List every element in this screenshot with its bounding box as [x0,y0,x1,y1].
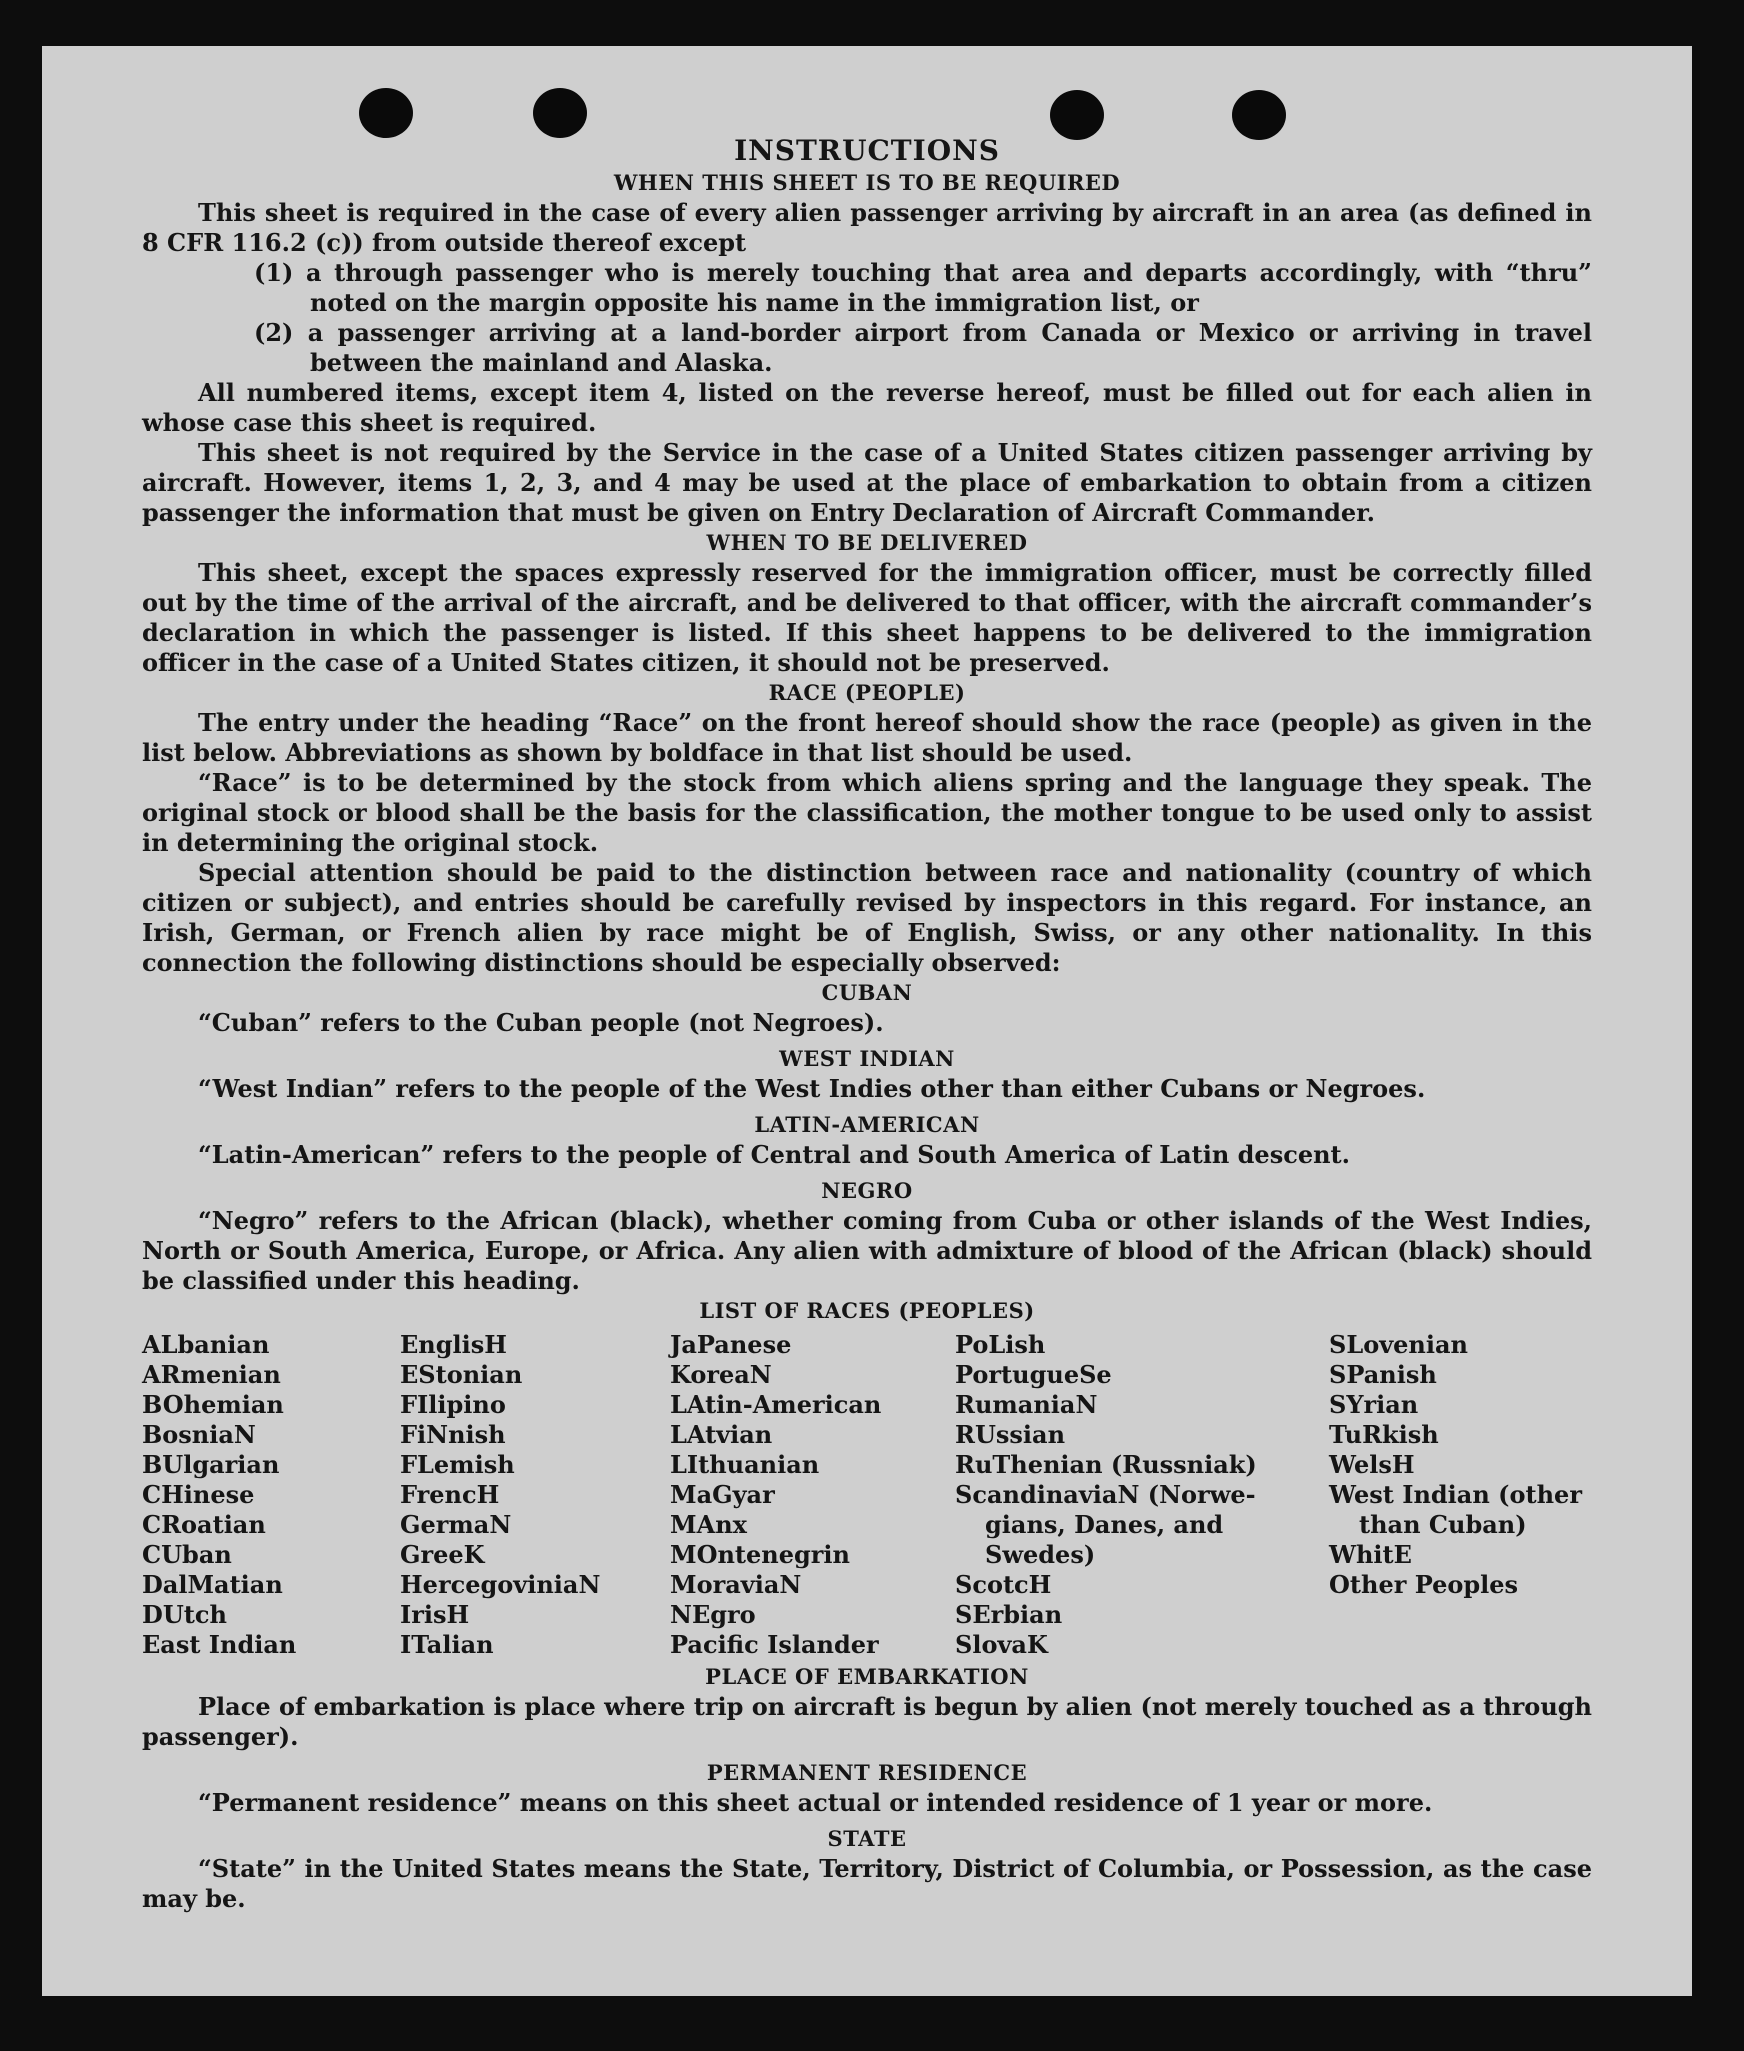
race-item: ITalian [400,1630,494,1659]
race-item: IrisH [400,1600,470,1629]
section-heading-embarkation: PLACE OF EMBARKATION [705,1664,1029,1689]
race-item: HercegoviniaN [400,1570,601,1599]
race-item: SYrian [1329,1390,1419,1419]
race-item: JaPanese [670,1330,792,1359]
race-item: ScandinaviaN (Norwe- [955,1480,1256,1509]
paragraph: This sheet is required in the case of every alien passenger arriving by aircraft in an area (as defined in 8 CFR 116.2 (c)) from outside thereof except [142,198,1592,257]
race-item: West Indian (other [1329,1480,1582,1509]
section-heading-list-of-races: LIST OF RACES (PEOPLES) [699,1298,1035,1323]
section-heading-cuban: CUBAN [821,980,913,1005]
paragraph: “Permanent residence” means on this sheet actual or intended residence of 1 year or more. [198,1788,1433,1817]
paragraph: “Race” is to be determined by the stock from which aliens spring and the language they speak. The original stock or blood shall be the basis for the classification, the mother tongue to be used only to assist in determining the original stock. [142,768,1592,857]
race-item: WelsH [1329,1450,1415,1479]
race-item: CHinese [142,1480,255,1509]
race-item: Pacific Islander [670,1630,879,1659]
list-item: (2) a passenger arriving at a land-border airport from Canada or Mexico or arriving in travel between the mainland and Alaska. [254,318,1592,377]
paragraph: This sheet is not required by the Service in the case of a United States citizen passenger arriving by aircraft. However, items 1, 2, 3, and 4 may be used at the place of embarkation to obtain from a citizen passenger the information that must be given on Entry Declaration of Aircraft Commander. [142,438,1592,527]
punch-hole [1232,90,1286,140]
race-column [955,1330,1329,1660]
race-item: LAtin-American [670,1390,882,1419]
race-item: FLemish [400,1450,515,1479]
paragraph: Place of embarkation is place where trip on aircraft is begun by alien (not merely touched as a through passenger). [142,1692,1592,1751]
race-item: LIthuanian [670,1450,820,1479]
document-sheet [42,46,1692,1996]
race-item: SLovenian [1329,1330,1468,1359]
race-item: RumaniaN [955,1390,1098,1419]
race-column [1329,1330,1592,1660]
race-item: TuRkish [1329,1420,1439,1449]
race-item: BosniaN [142,1420,256,1449]
instructions-content [142,134,1592,1914]
race-item: CRoatian [142,1510,266,1539]
paragraph: “State” in the United States means the State, Territory, District of Columbia, or Possession, as the case may be. [142,1854,1592,1913]
paragraph: “Negro” refers to the African (black), whether coming from Cuba or other islands of the West Indies, North or South America, Europe, or Africa. Any alien with admixture of blood of the African (black) should be classified under this heading. [142,1206,1592,1295]
race-item: ARmenian [142,1360,281,1389]
punch-hole [1050,90,1104,140]
race-item: East Indian [142,1630,297,1659]
race-item: MAnx [670,1510,747,1539]
paragraph: All numbered items, except item 4, listed on the reverse hereof, must be filled out for each alien in whose case this sheet is required. [142,378,1592,437]
race-list [142,1330,1592,1660]
section-heading-when-delivered: WHEN TO BE DELIVERED [706,530,1028,555]
race-item: DUtch [142,1600,227,1629]
race-item: FiNnish [400,1420,506,1449]
section-heading-permanent-residence: PERMANENT RESIDENCE [706,1760,1028,1785]
race-item: than Cuban) [1359,1510,1527,1539]
race-item: LAtvian [670,1420,773,1449]
list-item: (1) a through passenger who is merely touching that area and departs accordingly, with “thru” noted on the margin opposite his name in the immigration list, or [254,258,1592,317]
section-heading-race: RACE (PEOPLE) [768,680,966,705]
race-item: SErbian [955,1600,1063,1629]
section-heading-west-indian: WEST INDIAN [779,1046,955,1071]
race-item: ScotcH [955,1570,1052,1599]
race-item: Swedes) [985,1540,1096,1569]
race-item: MoraviaN [670,1570,802,1599]
race-item: PoLish [955,1330,1046,1359]
section-heading-latin-american: LATIN-AMERICAN [754,1112,980,1137]
race-column [142,1330,400,1660]
race-item: SlovaK [955,1630,1048,1659]
paragraph: “Cuban” refers to the Cuban people (not Negroes). [198,1008,884,1037]
paragraph: “Latin-American” refers to the people of Central and South America of Latin descent. [198,1140,1350,1169]
race-item: MOntenegrin [670,1540,850,1569]
race-item: MaGyar [670,1480,775,1509]
race-item: WhitE [1329,1540,1412,1569]
race-item: ALbanian [142,1330,270,1359]
race-item: PortugueSe [955,1360,1112,1389]
race-item: SPanish [1329,1360,1437,1389]
paragraph: This sheet, except the spaces expressly reserved for the immigration officer, must be correctly filled out by the time of the arrival of the aircraft, and be delivered to that officer, with the aircraft commander’s declaration in which the passenger is listed. If this sheet happens to be delivered to the immigration officer in the case of a United States citizen, it should not be preserved. [142,558,1592,677]
race-item: GermaN [400,1510,512,1539]
race-column [670,1330,955,1660]
paragraph: The entry under the heading “Race” on the front hereof should show the race (people) as given in the list below. Abbreviations as shown by boldface in that list should be used. [142,708,1592,767]
section-heading-when-required: WHEN THIS SHEET IS TO BE REQUIRED [613,170,1121,195]
punch-hole [533,88,587,138]
race-item: gians, Danes, and [985,1510,1224,1539]
race-item: RUssian [955,1420,1066,1449]
race-item: NEgro [670,1600,756,1629]
punch-hole [359,88,413,138]
race-item: FIlipino [400,1390,506,1419]
race-item: EnglisH [400,1330,507,1359]
page-title: INSTRUCTIONS [734,134,1000,167]
race-item: DalMatian [142,1570,283,1599]
race-item: CUban [142,1540,232,1569]
race-item: RuThenian (Russniak) [955,1450,1257,1479]
race-item: FrencH [400,1480,500,1509]
race-item: EStonian [400,1360,523,1389]
paragraph: Special attention should be paid to the distinction between race and nationality (country of which citizen or subject), and entries should be carefully revised by inspectors in this regard. For instance, an Irish, German, or French alien by race might be of English, Swiss, or any other nationality. In this connection the following distinctions should be especially observed: [142,858,1592,977]
race-item: BUlgarian [142,1450,280,1479]
section-heading-state: STATE [827,1826,907,1851]
paragraph: “West Indian” refers to the people of the West Indies other than either Cubans or Negroes. [198,1074,1426,1103]
section-heading-negro: NEGRO [821,1178,913,1203]
race-item: Other Peoples [1329,1570,1519,1599]
race-item: KoreaN [670,1360,772,1389]
race-item: BOhemian [142,1390,284,1419]
race-column [400,1330,670,1660]
race-item: GreeK [400,1540,485,1569]
